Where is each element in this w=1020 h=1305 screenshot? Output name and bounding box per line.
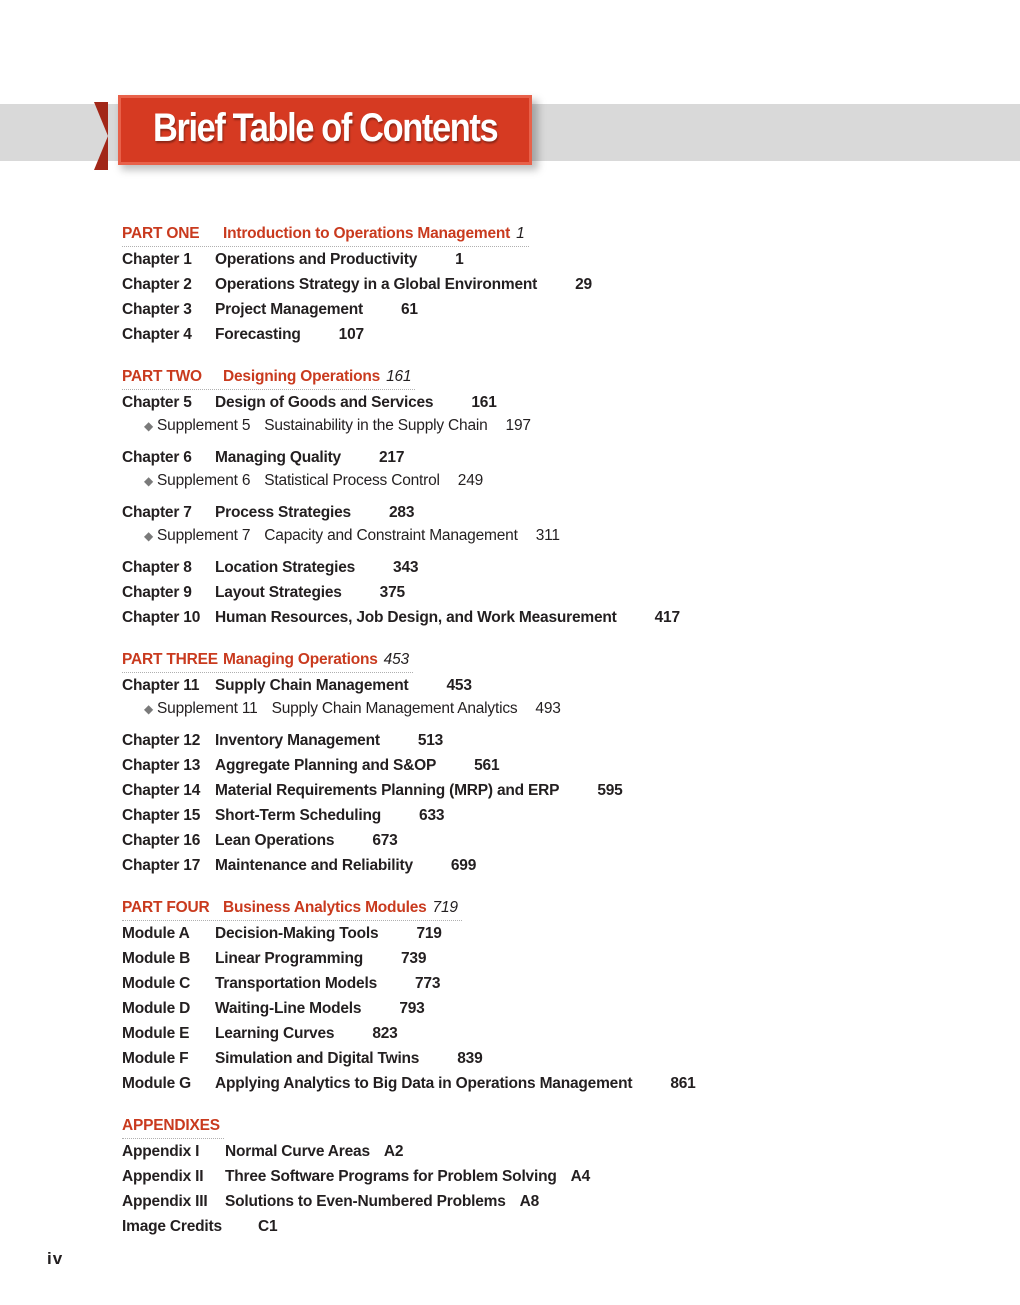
chapter-label: Chapter 3 <box>122 301 192 318</box>
chapter-title-group <box>215 828 398 853</box>
chapter-title-group <box>215 971 440 996</box>
appendixes-label: APPENDIXES <box>122 1117 220 1134</box>
chapter-title: Process Strategies <box>215 504 351 521</box>
appendixes-heading <box>122 1114 982 1139</box>
supplement-label: Supplement 5 <box>157 417 251 434</box>
chapter-page: 719 <box>416 925 442 942</box>
ribbon-fold <box>94 102 108 170</box>
diamond-bullet-icon: ◆ <box>144 474 154 488</box>
part-heading[interactable] <box>122 648 982 673</box>
chapter-title-group <box>215 297 418 322</box>
supplement-label: Supplement 7 <box>157 527 251 544</box>
section-gap <box>122 878 982 896</box>
chapter-entry[interactable] <box>122 445 982 470</box>
chapter-title-group <box>215 1046 483 1071</box>
chapter-title: Applying Analytics to Big Data in Operations Management <box>215 1075 633 1092</box>
chapter-title: Project Management <box>215 301 363 318</box>
part-title-group <box>223 222 525 246</box>
appendix-title: Three Software Programs for Problem Solving <box>225 1168 557 1185</box>
appendix-label: Appendix II <box>122 1168 204 1185</box>
chapter-page: 161 <box>471 394 497 411</box>
chapter-entry[interactable] <box>122 853 982 878</box>
supplement-page: 493 <box>535 700 561 717</box>
chapter-title: Lean Operations <box>215 832 335 849</box>
chapter-page: 61 <box>401 301 418 318</box>
chapter-title: Decision-Making Tools <box>215 925 379 942</box>
chapter-page: 1 <box>455 251 464 268</box>
supplement-label: Supplement 6 <box>157 472 251 489</box>
chapter-label: Chapter 17 <box>122 857 201 874</box>
chapter-title-group <box>215 1021 398 1046</box>
chapter-entry[interactable] <box>122 673 982 698</box>
supplement-title: Supply Chain Management Analytics <box>271 700 518 717</box>
chapter-label: Chapter 11 <box>122 677 200 694</box>
part-title-group <box>223 896 458 920</box>
chapter-title: Transportation Models <box>215 975 378 992</box>
chapter-page: 839 <box>457 1050 483 1067</box>
appendix-entry[interactable] <box>122 1164 982 1189</box>
chapter-page: 217 <box>378 449 405 466</box>
chapter-title: Short-Term Scheduling <box>215 807 382 824</box>
part-title: Designing Operations <box>223 368 381 385</box>
chapter-page: 561 <box>474 757 500 774</box>
chapter-title: Operations Strategy in a Global Environment <box>215 276 538 293</box>
diamond-bullet-icon: ◆ <box>144 419 154 433</box>
appendix-label: Appendix III <box>122 1193 208 1210</box>
part-page: 719 <box>432 899 458 916</box>
chapter-label: Chapter 16 <box>122 832 201 849</box>
appendix-label: Image Credits <box>122 1218 222 1235</box>
chapter-label: Module B <box>122 950 191 967</box>
chapter-entry[interactable] <box>122 390 982 415</box>
chapter-title: Layout Strategies <box>215 584 342 601</box>
chapter-title-group <box>215 673 472 698</box>
supplement-entry[interactable] <box>144 415 982 437</box>
chapter-label: Chapter 2 <box>122 276 192 293</box>
chapter-entry[interactable] <box>122 1021 982 1046</box>
chapter-page: 673 <box>372 832 398 849</box>
chapter-entry[interactable] <box>122 247 982 272</box>
supplement-page: 311 <box>535 527 560 544</box>
supplement-entry[interactable] <box>144 698 982 720</box>
appendix-entry[interactable] <box>122 1189 982 1214</box>
chapter-label: Module C <box>122 975 191 992</box>
chapter-page: 823 <box>372 1025 398 1042</box>
supplement-page: 197 <box>505 417 531 434</box>
diamond-bullet-icon: ◆ <box>144 529 154 543</box>
chapter-entry[interactable] <box>122 555 982 580</box>
chapter-entry[interactable] <box>122 605 982 630</box>
chapter-page: 699 <box>450 857 477 874</box>
chapter-label: Chapter 12 <box>122 732 201 749</box>
chapter-label: Module D <box>122 1000 191 1017</box>
appendix-entry[interactable] <box>122 1214 982 1239</box>
appendix-title-group <box>225 1139 403 1164</box>
section-gap <box>122 347 982 365</box>
chapter-page: 633 <box>419 807 445 824</box>
supplement-title: Capacity and Constraint Management <box>264 527 518 544</box>
supplement-page: 249 <box>457 472 484 489</box>
chapter-title-group <box>215 445 404 470</box>
part-title-group <box>223 648 409 672</box>
chapter-label: Module G <box>122 1075 192 1092</box>
chapter-title-group <box>215 247 464 272</box>
chapter-title: Managing Quality <box>215 449 341 466</box>
chapter-entry[interactable] <box>122 500 982 525</box>
chapter-entry[interactable] <box>122 297 982 322</box>
chapter-title: Human Resources, Job Design, and Work Measurement <box>215 609 617 626</box>
page-number: iv <box>47 1249 64 1268</box>
supplement-label: Supplement 11 <box>157 700 258 717</box>
appendix-label: Appendix I <box>122 1143 200 1160</box>
page-title: Brief Table of Contents <box>153 106 498 150</box>
chapter-title-group <box>215 272 592 297</box>
chapter-label: Chapter 13 <box>122 757 201 774</box>
appendix-entry[interactable] <box>122 1139 982 1164</box>
chapter-title-group <box>215 500 414 525</box>
part-label: PART TWO <box>122 368 202 385</box>
chapter-label: Chapter 4 <box>122 326 192 343</box>
chapter-title: Inventory Management <box>215 732 380 749</box>
chapter-page: 283 <box>388 504 415 521</box>
chapter-title-group <box>215 580 405 605</box>
chapter-entry[interactable] <box>122 921 982 946</box>
chapter-label: Module A <box>122 925 190 942</box>
chapter-entry[interactable] <box>122 971 982 996</box>
appendix-title: Solutions to Even-Numbered Problems <box>225 1193 506 1210</box>
chapter-title-group <box>215 753 499 778</box>
chapter-title: Operations and Productivity <box>215 251 418 268</box>
appendix-title-group <box>258 1214 277 1239</box>
chapter-title-group <box>215 996 425 1021</box>
chapter-title: Material Requirements Planning (MRP) and ERP <box>215 782 560 799</box>
chapter-label: Chapter 10 <box>122 609 201 626</box>
chapter-page: 793 <box>399 1000 425 1017</box>
part-heading[interactable] <box>122 896 982 921</box>
part-page: 1 <box>516 225 525 242</box>
chapter-title: Aggregate Planning and S&OP <box>215 757 437 774</box>
chapter-page: 513 <box>417 732 444 749</box>
part-title: Introduction to Operations Management <box>223 225 511 242</box>
chapter-page: 453 <box>446 677 472 694</box>
part-label: PART FOUR <box>122 899 210 916</box>
chapter-title-group <box>215 728 443 753</box>
part-title: Business Analytics Modules <box>223 899 427 916</box>
chapter-title-group <box>215 555 418 580</box>
part-label: PART ONE <box>122 225 200 242</box>
chapter-label: Chapter 8 <box>122 559 192 576</box>
chapter-entry[interactable] <box>122 753 982 778</box>
chapter-title-group <box>215 322 364 347</box>
chapter-title-group <box>215 390 497 415</box>
chapter-entry[interactable] <box>122 1046 982 1071</box>
supplement-entry[interactable] <box>144 525 982 547</box>
appendix-title: Normal Curve Areas <box>225 1143 370 1160</box>
chapter-label: Module F <box>122 1050 189 1067</box>
chapter-page: 343 <box>393 559 419 576</box>
chapter-page: 739 <box>401 950 427 967</box>
appendix-title-group <box>225 1164 590 1189</box>
chapter-entry[interactable] <box>122 322 982 347</box>
chapter-title: Linear Programming <box>215 950 363 967</box>
chapter-entry[interactable] <box>122 828 982 853</box>
chapter-label: Chapter 6 <box>122 449 192 466</box>
chapter-title-group <box>215 778 623 803</box>
diamond-bullet-icon: ◆ <box>144 702 154 716</box>
chapter-title-group <box>215 803 444 828</box>
chapter-entry[interactable] <box>122 728 982 753</box>
chapter-page: 375 <box>379 584 405 601</box>
chapter-entry[interactable] <box>122 778 982 803</box>
chapter-page: 29 <box>575 276 592 293</box>
supplement-title: Statistical Process Control <box>264 472 440 489</box>
table-of-contents <box>122 222 982 1239</box>
part-title: Managing Operations <box>223 651 378 668</box>
appendix-page: A4 <box>570 1168 591 1185</box>
chapter-page: 861 <box>670 1075 696 1092</box>
chapter-page: 595 <box>597 782 623 799</box>
chapter-title: Location Strategies <box>215 559 356 576</box>
chapter-label: Chapter 14 <box>122 782 201 799</box>
appendix-page: A8 <box>519 1193 540 1210</box>
part-heading[interactable] <box>122 365 982 390</box>
chapter-entry[interactable] <box>122 946 982 971</box>
chapter-entry[interactable] <box>122 803 982 828</box>
chapter-label: Chapter 9 <box>122 584 192 601</box>
chapter-title-group <box>215 853 476 878</box>
part-page: 161 <box>386 368 412 385</box>
section-gap <box>122 630 982 648</box>
section-gap <box>122 1096 982 1114</box>
chapter-label: Chapter 7 <box>122 504 192 521</box>
part-page: 453 <box>383 651 409 668</box>
chapter-title: Maintenance and Reliability <box>215 857 413 874</box>
appendix-page: A2 <box>383 1143 404 1160</box>
chapter-page: 773 <box>415 975 441 992</box>
chapter-entry[interactable] <box>122 580 982 605</box>
supplement-title: Sustainability in the Supply Chain <box>264 417 488 434</box>
chapter-title: Supply Chain Management <box>215 677 409 694</box>
chapter-page: 417 <box>654 609 680 626</box>
chapter-entry[interactable] <box>122 1071 982 1096</box>
chapter-title-group <box>215 605 680 630</box>
chapter-title-group <box>215 921 442 946</box>
supplement-entry[interactable] <box>144 470 982 492</box>
chapter-title: Forecasting <box>215 326 301 343</box>
chapter-entry[interactable] <box>122 996 982 1021</box>
chapter-label: Chapter 15 <box>122 807 201 824</box>
chapter-title: Learning Curves <box>215 1025 335 1042</box>
appendix-title-group <box>225 1189 539 1214</box>
chapter-label: Chapter 1 <box>122 251 192 268</box>
chapter-page: 107 <box>338 326 364 343</box>
part-heading[interactable] <box>122 222 982 247</box>
chapter-label: Module E <box>122 1025 190 1042</box>
part-title-group <box>223 365 411 389</box>
chapter-entry[interactable] <box>122 272 982 297</box>
chapter-title: Design of Goods and Services <box>215 394 434 411</box>
appendix-page: C1 <box>258 1218 278 1235</box>
chapter-label: Chapter 5 <box>122 394 192 411</box>
chapter-title: Waiting-Line Models <box>215 1000 362 1017</box>
part-label: PART THREE <box>122 651 218 668</box>
chapter-title-group <box>215 946 426 971</box>
chapter-title-group <box>215 1071 696 1096</box>
chapter-title: Simulation and Digital Twins <box>215 1050 420 1067</box>
